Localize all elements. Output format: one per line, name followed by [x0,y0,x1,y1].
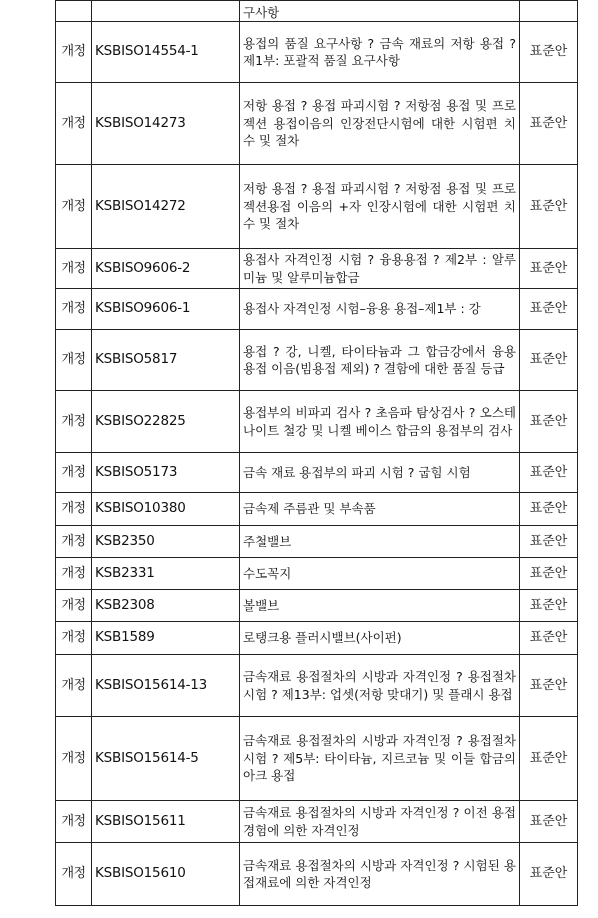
standard-title: 금속재료 용접절차의 시방과 자격인정 ? 이전 용접경험에 의한 자격인정 [240,801,520,843]
table-row [56,801,578,843]
table-row [56,590,578,622]
standard-title: 용접 ? 강, 니켈, 타이타늄과 그 합금강에서 융용 용접 이음(빔용접 제외) ? 결함에 대한 품질 등급 [240,330,520,391]
standard-code: KSBISO14272 [92,165,240,249]
table-row [56,526,578,558]
revision-type: 개정 [56,801,92,843]
table-row [56,289,578,330]
status: 표준안 [520,249,578,289]
status: 표준안 [520,558,578,590]
standard-code: KSB2308 [92,590,240,622]
revision-type: 개정 [56,590,92,622]
table-row [56,165,578,249]
standard-code: KSBISO22825 [92,391,240,453]
standard-title: 용접사 자격인정 시험 ? 융용용접 ? 제2부 : 알루미늄 및 알루미늄합금 [240,249,520,289]
revision-type: 개정 [56,330,92,391]
standard-code: KSBISO15614-13 [92,655,240,717]
standard-title: 용접부의 비파괴 검사 ? 초음파 탐상검사 ? 오스테나이트 철강 및 니켈 베이스 합금의 용접부의 검사 [240,391,520,453]
standard-title: 볼밸브 [240,590,520,622]
standard-title: 금속재료 용접절차의 시방과 자격인정 ? 시험된 용접재료에 의한 자격인정 [240,843,520,906]
table-row [56,843,578,906]
table-row [56,22,578,83]
status: 표준안 [520,717,578,801]
status: 표준안 [520,590,578,622]
status: 표준안 [520,453,578,493]
standard-title: 금속제 주름관 및 부속품 [240,493,520,526]
standards-table [55,0,578,906]
status: 표준안 [520,801,578,843]
revision-type: 개정 [56,493,92,526]
table-row [56,391,578,453]
table-row [56,249,578,289]
status: 표준안 [520,289,578,330]
standard-title: 용접사 자격인정 시험–융용 용접–제1부 : 강 [240,289,520,330]
standard-title: 금속 재료 용접부의 파괴 시험 ? 굽힘 시험 [240,453,520,493]
status: 표준안 [520,843,578,906]
revision-type: 개정 [56,83,92,165]
status: 표준안 [520,83,578,165]
standard-title: 금속재료 용접절차의 시방과 자격인정 ? 용접절차 시험 ? 제13부: 업셋(저항 맞대기) 및 플래시 용접 [240,655,520,717]
revision-type: 개정 [56,558,92,590]
standard-title: 수도꼭지 [240,558,520,590]
status: 표준안 [520,493,578,526]
standard-code: KSBISO10380 [92,493,240,526]
standard-code: KSBISO9606-2 [92,249,240,289]
revision-type: 개정 [56,655,92,717]
status: 표준안 [520,655,578,717]
table-row [56,493,578,526]
table-row [56,622,578,655]
standard-title: 금속재료 용접절차의 시방과 자격인정 ? 용접절차 시험 ? 제5부: 타이타늄, 지르코늄 및 이들 합금의 아크 용접 [240,717,520,801]
standard-title: 용접의 품질 요구사항 ? 금속 재료의 저항 용접 ? 제1부: 포괄적 품질 요구사항 [240,22,520,83]
standard-code: KSB1589 [92,622,240,655]
standard-title: 구사항 [240,1,520,22]
standard-code: KSB2331 [92,558,240,590]
standard-title: 저항 용접 ? 용접 파괴시험 ? 저항점 용접 및 프로젝션 용접이음의 인장전단시험에 대한 시험편 치수 및 절차 [240,83,520,165]
revision-type: 개정 [56,843,92,906]
table-row [56,330,578,391]
table-row [56,717,578,801]
status: 표준안 [520,526,578,558]
status: 표준안 [520,22,578,83]
standard-code: KSBISO15611 [92,801,240,843]
revision-type: 개정 [56,165,92,249]
standard-title: 주철밸브 [240,526,520,558]
standard-code [92,1,240,22]
standard-code: KSBISO5173 [92,453,240,493]
standard-title: 로탱크용 플러시밸브(사이펀) [240,622,520,655]
revision-type: 개정 [56,391,92,453]
table-row [56,1,578,22]
status: 표준안 [520,165,578,249]
standard-code: KSBISO5817 [92,330,240,391]
revision-type: 개정 [56,717,92,801]
revision-type: 개정 [56,622,92,655]
status [520,1,578,22]
status: 표준안 [520,622,578,655]
standard-code: KSBISO15614-5 [92,717,240,801]
revision-type: 개정 [56,22,92,83]
status: 표준안 [520,330,578,391]
standard-title: 저항 용접 ? 용접 파괴시험 ? 저항점 용접 및 프로젝션용접 이음의 +자 인장시험에 대한 시험편 치수 및 절차 [240,165,520,249]
standard-code: KSBISO9606-1 [92,289,240,330]
revision-type: 개정 [56,289,92,330]
table-row [56,655,578,717]
standard-code: KSB2350 [92,526,240,558]
table-row [56,453,578,493]
standard-code: KSBISO14273 [92,83,240,165]
standard-code: KSBISO15610 [92,843,240,906]
standard-code: KSBISO14554-1 [92,22,240,83]
table-row [56,83,578,165]
revision-type [56,1,92,22]
revision-type: 개정 [56,453,92,493]
revision-type: 개정 [56,526,92,558]
revision-type: 개정 [56,249,92,289]
status: 표준안 [520,391,578,453]
table-row [56,558,578,590]
